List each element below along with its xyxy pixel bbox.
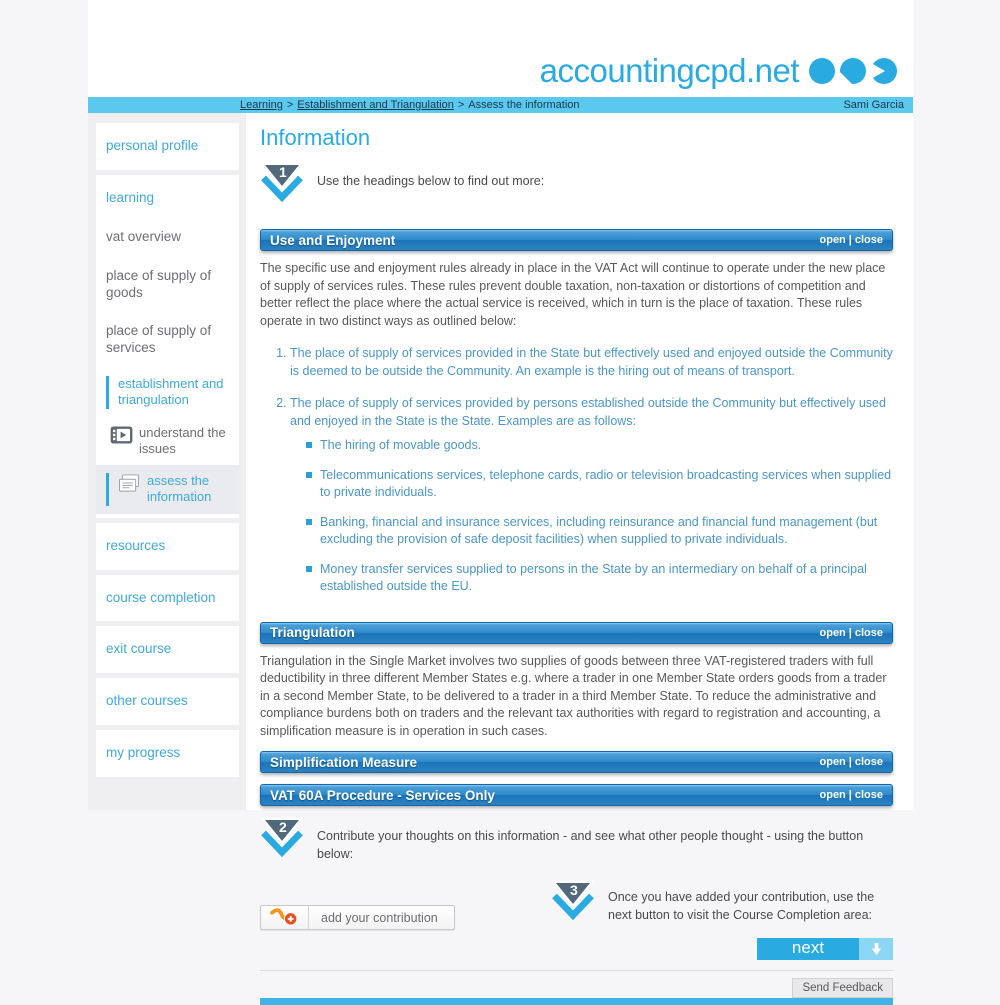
active-marker — [106, 376, 109, 409]
controls-divider: | — [848, 789, 852, 801]
sidebar-card — [96, 678, 239, 725]
logo — [540, 54, 899, 87]
breadcrumb-separator: > — [457, 99, 465, 111]
section-header-simplification-measure[interactable] — [260, 751, 893, 773]
section-title: VAT 60A Procedure - Services Only — [270, 787, 495, 803]
sidebar-card — [96, 123, 239, 170]
page-title: Information — [260, 125, 371, 150]
open-close-controls — [820, 756, 884, 768]
bottom-row — [260, 879, 893, 932]
list-item-text: The place of supply of services provided by persons established outside the Community but effectively used and enjoyed in the State is the State. Examples are as follows: — [290, 396, 886, 428]
sidebar-item-exit-course[interactable]: exit course — [106, 641, 172, 657]
feedback-row — [260, 978, 893, 998]
section-title: Use and Enjoyment — [270, 232, 396, 248]
sidebar-item-label: understand the issues — [139, 424, 226, 456]
sidebar-card — [96, 575, 239, 622]
square-bullet-icon — [306, 519, 312, 525]
sidebar — [88, 113, 246, 810]
sidebar-item-resources[interactable]: resources — [106, 537, 166, 553]
step-2 — [260, 816, 893, 869]
controls-divider: | — [848, 756, 852, 768]
list-item-text: Banking, financial and insurance services, including reinsurance and financial fund management (but excluding the provision of safe deposit facilities) when supplied to private individuals. — [320, 514, 878, 546]
documents-icon — [118, 474, 141, 497]
user-name: Sami Garcia — [843, 99, 904, 111]
list-item — [306, 467, 893, 502]
content-row — [88, 113, 913, 994]
open-link[interactable]: open — [819, 789, 846, 801]
list-item-text: The place of supply of services provided in the State but effectively used and enjoyed outside the Community is deemed to be outside the Community. An example is the hiring out of means of transport. — [290, 346, 893, 378]
list-item — [306, 561, 893, 596]
sidebar-item-learning[interactable]: learning — [106, 189, 155, 205]
sidebar-item-place-of-supply-of-services[interactable]: place of supply of services — [106, 323, 212, 356]
sidebar-item-course-completion[interactable]: course completion — [106, 589, 216, 605]
logo-text: accountingcpd.net — [539, 52, 799, 89]
section-header-vat-60a-procedure[interactable] — [260, 784, 893, 806]
square-bullet-icon — [306, 442, 312, 448]
list-item — [290, 345, 893, 380]
use-and-enjoyment-list — [260, 345, 893, 611]
square-bullet-icon — [306, 566, 312, 572]
open-close-controls — [820, 627, 884, 639]
page — [88, 0, 913, 994]
sidebar-card — [96, 730, 239, 777]
breadcrumb-link-learning[interactable]: Learning — [240, 99, 283, 111]
step-3 — [551, 879, 893, 932]
open-close-controls — [820, 789, 884, 801]
close-link[interactable]: close — [854, 789, 883, 801]
breadcrumb-link-establishment-and-triangulation[interactable]: Establishment and Triangulation — [297, 99, 454, 111]
footer-bar — [260, 998, 893, 1005]
list-item-text: Telecommunications services, telephone cards, radio or television broadcasting services when supplied to private individuals. — [320, 467, 892, 499]
open-link[interactable]: open — [819, 756, 846, 768]
use-and-enjoyment-intro: The specific use and enjoyment rules already in place in the VAT Act will continue to operate under the new place of supply of services rules. These rules prevent double taxation, non-taxation or distortions of competition and better reflect the place where the actual service is received, which in turn is the place of taxation. These rules operate in two distinct ways as outlined below: — [260, 261, 886, 328]
triangulation-body: Triangulation in the Single Market involves two supplies of goods between three VAT-registered traders with full deductibility in three different Member States e.g. where a trader in one Member State orders goods from a trader in a second Member State, to be delivered to a trader in a third Member State. To reduce the administrative and compliance burdens both on traders and the relevant tax authorities with regard to registration and accounting, a simplification measure is in operation in such cases. — [260, 653, 887, 738]
list-item-text: The hiring of movable goods. — [320, 438, 482, 452]
breadcrumb — [240, 99, 580, 111]
list-item — [290, 395, 893, 596]
close-link[interactable]: close — [854, 756, 883, 768]
step-number: 2 — [278, 819, 287, 836]
open-link[interactable]: open — [819, 626, 846, 639]
list-item — [306, 514, 893, 549]
add-contribution-label: add your contribution — [321, 910, 438, 925]
step-number: 3 — [569, 882, 578, 899]
down-arrow-icon — [859, 938, 893, 960]
sidebar-item-establishment-and-triangulation[interactable] — [96, 368, 239, 417]
step-3-text: Once you have added your contribution, use the next button to visit the Course Completion area: — [608, 890, 875, 922]
close-link[interactable]: close — [854, 626, 883, 639]
close-link[interactable]: close — [854, 234, 883, 246]
list-item-text: Money transfer services supplied to persons in the State by an intermediary on behalf of a principal established outside the EU. — [320, 561, 867, 593]
logo-mark-icon — [809, 57, 899, 85]
sidebar-item-understand-the-issues[interactable] — [96, 417, 239, 466]
sidebar-card — [96, 523, 239, 570]
open-link[interactable]: open — [819, 234, 846, 246]
examples-list — [290, 437, 893, 596]
list-item — [306, 437, 893, 455]
controls-divider: | — [848, 234, 852, 246]
send-feedback-button[interactable]: Send Feedback — [792, 978, 893, 998]
breadcrumb-separator: > — [286, 99, 294, 111]
next-button-label: next — [757, 938, 859, 960]
step-1 — [260, 161, 893, 214]
section-title: Triangulation — [270, 625, 355, 640]
section-header-use-and-enjoyment[interactable] — [260, 229, 893, 251]
section-title: Simplification Measure — [270, 754, 418, 770]
sidebar-item-other-courses[interactable]: other courses — [106, 693, 188, 709]
sidebar-item-assess-the-information[interactable] — [96, 465, 239, 514]
step-2-text: Contribute your thoughts on this information - and see what other people thought - using the button below: — [317, 829, 864, 861]
divider-rule — [260, 970, 893, 971]
sidebar-item-vat-overview[interactable]: vat overview — [106, 228, 182, 244]
sidebar-card — [96, 626, 239, 673]
step-1-badge-icon — [260, 161, 304, 214]
open-close-controls — [820, 234, 884, 246]
site-header — [88, 0, 913, 97]
video-icon — [110, 426, 133, 448]
sidebar-item-label: establishment and triangulation — [118, 376, 224, 408]
add-contribution-button[interactable] — [260, 905, 455, 930]
sidebar-item-my-progress[interactable]: my progress — [106, 745, 181, 761]
button-divider — [308, 906, 309, 929]
breadcrumb-current: Assess the information — [468, 99, 580, 111]
sidebar-item-place-of-supply-of-goods[interactable]: place of supply of goods — [106, 267, 212, 300]
breadcrumb-bar — [88, 97, 913, 113]
step-3-badge-icon — [551, 879, 595, 932]
sidebar-item-personal-profile[interactable]: personal profile — [106, 138, 199, 153]
section-header-triangulation[interactable] — [260, 622, 893, 644]
step-number: 1 — [278, 164, 287, 181]
sidebar-item-label: assess the information — [147, 473, 212, 505]
main-content — [246, 113, 913, 994]
sidebar-card-learning — [96, 175, 239, 518]
next-button[interactable] — [757, 938, 893, 960]
step-2-badge-icon — [260, 816, 304, 869]
add-contribution-icon — [269, 906, 298, 930]
step-1-text: Use the headings below to find out more: — [317, 174, 545, 188]
square-bullet-icon — [306, 472, 312, 478]
controls-divider: | — [848, 626, 852, 639]
active-marker — [106, 473, 109, 506]
